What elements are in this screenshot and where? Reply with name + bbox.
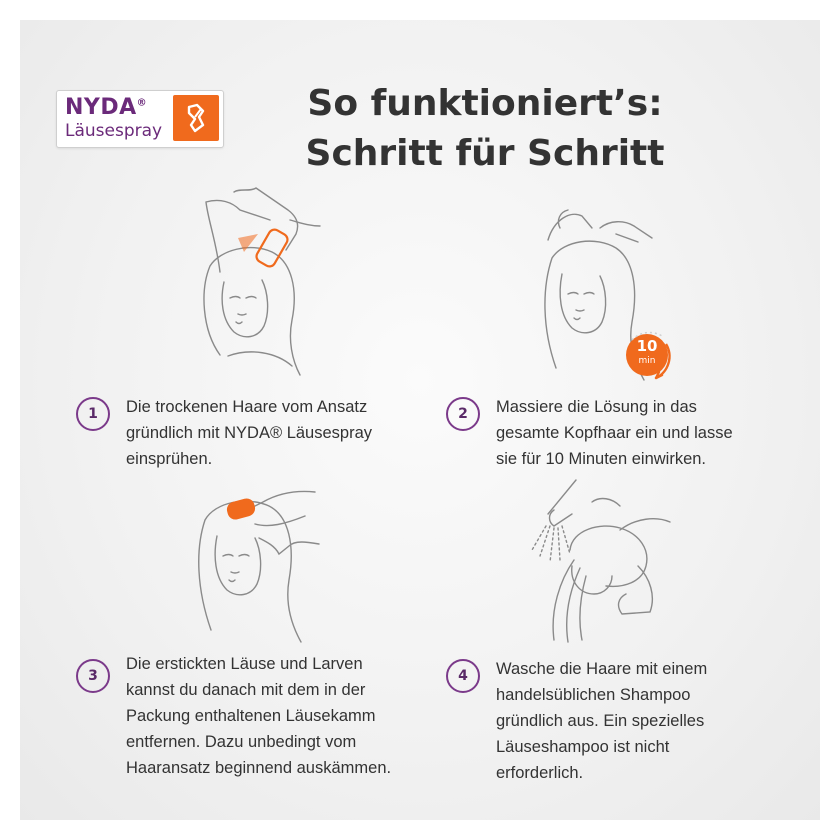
timer-badge (622, 330, 676, 384)
illustration-spraying (180, 180, 340, 380)
step-2-number-badge: 2 (446, 397, 480, 431)
step-1-text: Die trockenen Haare vom Ansatz gründlich mit NYDA® Läusespray einsprühen. (126, 398, 373, 468)
timer-unit: min (638, 356, 656, 366)
step-4-number-badge: 4 (446, 659, 480, 693)
step-1-number-badge: 1 (76, 397, 110, 431)
step-2-text: Massiere die Lösung in das gesamte Kopfhaar ein und lasse sie für 10 Minuten einwirken. (496, 398, 733, 468)
step-3-number-badge: 3 (76, 659, 110, 693)
logo-product-name: Läusespray (65, 121, 163, 141)
illustration-combing (185, 480, 345, 650)
illustration-washing (520, 470, 680, 650)
step-4-text: Wasche die Haare mit einem handelsüblichen Shampoo gründlich aus. Ein spezielles Läuseshampoo ist nicht erforderlich. (496, 660, 708, 782)
timer-value: 10 (636, 337, 658, 355)
brand-mark-icon (173, 95, 219, 141)
step-3-text: Die erstickten Läuse und Larven kannst du danach mit dem in der Packung enthaltenen Läusekamm entfernen. Dazu unbedingt vom Haaransatz beginnend auskämmen. (126, 655, 392, 777)
page-title-line-2: Schritt für Schritt (305, 133, 665, 174)
logo-brand: NYDA® (65, 95, 148, 120)
nyda-logo (56, 90, 224, 148)
page-title-line-1: So funktioniert’s: (307, 83, 663, 124)
